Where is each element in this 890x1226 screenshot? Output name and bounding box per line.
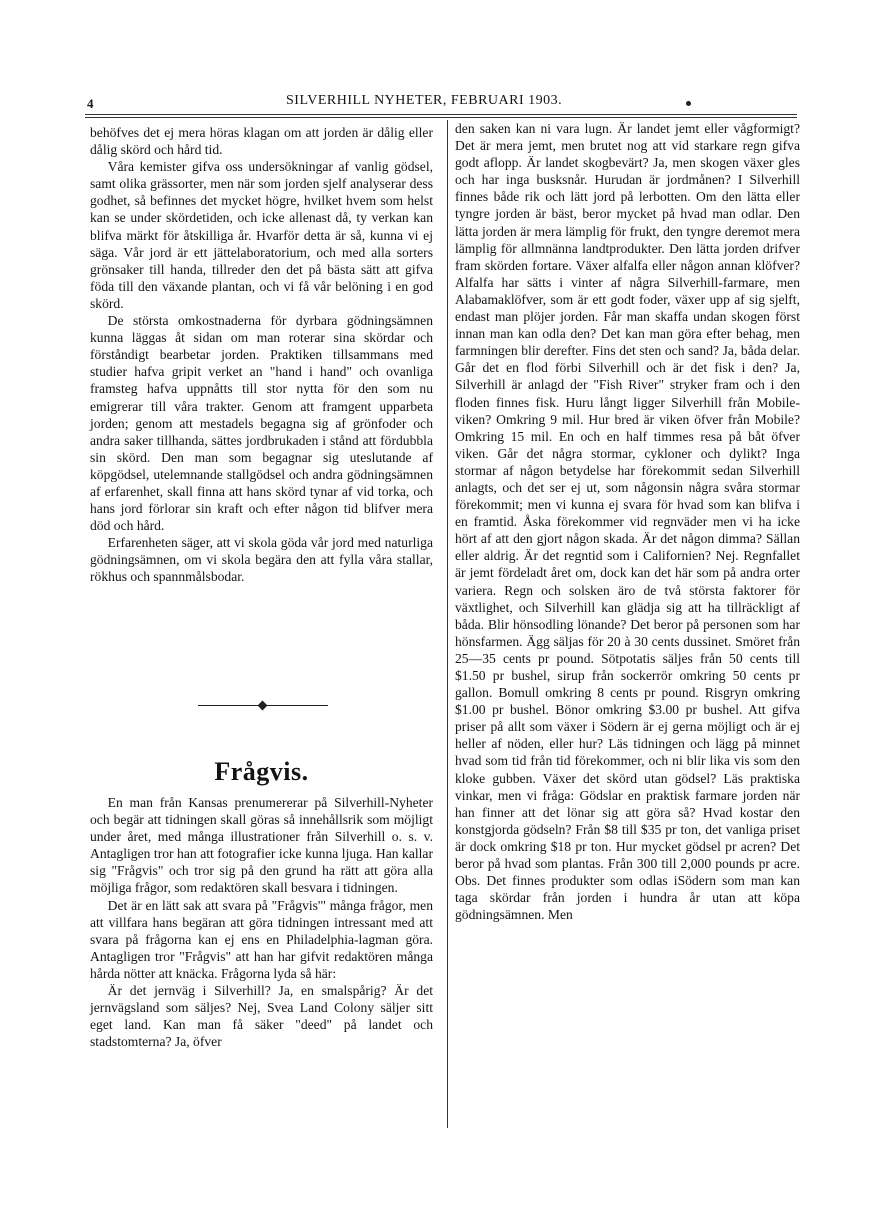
- paragraph: den saken kan ni vara lugn. Är landet jemt eller vågformigt? Det är mera jemt, men brutet nog att vid starkare regn gifva godt aflopp. Är landet skogbevärt? Ja, men skogen växer gles och har inga busksnår. Hurudan är jordmånen? I Silverhill finnes både rik och lätt jord på lerbotten. Om den lätta eller tyngre jorden är bäst, beror mycket på hvad man odlar. Den lätta jorden är mera lämplig för frukt, den tyngre deremot mera lämplig för allmnänna landtprodukter. Den lätta jorden drifver fram skörden fortare. Växer alfalfa eller någon annan klöfver? Alfalfa har sätts i vinter af några Silverhill-farmare, men Alabamaklöfver, som är ett godt foder, växer upp af sig sjelft, endast man plöjer jorden. Får man skaffa undan skogen först innan man kan odla den? Det kan man göra efter behag, men farmningen blir derefter. Fins det sten och sand? Ja, båda delar. Går det en flod förbi Silverhill och är det fisk i den? Ja, Silverhill är anlagd der "Fish River" stryker fram och i den floden finnes fisk. Huru långt ligger Silverhill från Mobile-viken? Omkring 9 mil. Hur bred är viken öfver från Mobile? Omkring 15 mil. En och en half timmes resa på båt öfver viken. Går det några stormar, cykloner och dylikt? Inga stormar af någon betydelse har förekommit sedan Silverhill anlagts, och det ser ej ut, som någonsin några svåra stormar förekommit; men vi kunna ej svara för hvad som kan blifva i en framtid. Åska förekommer vid regnväder men vi ha icke hört af att den gjort någon skada. Är det någon dimma? Sällan eller aldrig. Är det regntid som i Californien? Nej. Regnfallet är jemt fördeladt året om, dock kan det här som på andra orter variera. Regn och solsken äro de två största faktorer för växtlighet, och Silverhill kan glädja sig att ha tillräckligt af båda. Blir hönsodling lönande? Det beror på personen som har hönsfarmen. Ägg säljas för 20 à 30 cents dussinet. Smöret från 25—35 cents pr pound. Sötpotatis säljes från 50 cents till $1.50 pr bushel, sirup från sockerrör omkring 50 cents pr gallon. Bomull omkring 8 cents pr pound. Risgryn omkring $1.00 pr bushel. Bönor omkring $3.00 pr bushel. Att gifva priser på allt som växer i Södern är ej gerna möjligt och är ej heller af nöden, eller hur? Läs tidningen och lägg på minnet hvad som tid från tid förekommer, och ni blir lika vis som den kloke gubben. Växer det skörd utan gödsel? Läs praktiska vinkar, men vi fråga: Gödslar en praktisk farmare jorden när han finner att det lönar sig att göra så? Hvad kostar den konstgjorda gödseln? Från $8 till $35 pr ton, det vanliga priset är dock omkring $18 pr ton. Hur mycket gödsel pr acren? Det beror på hvad som plantas. Från 300 till 2,000 pounds pr acre. Obs. Det finnes produkter som odlas iSödern som man kan taga skördar från jorden i hundra år utan att köpa gödningsämnen. Men: [455, 121, 800, 923]
- header-rule-bottom: [85, 117, 797, 118]
- page-number: 4: [87, 96, 94, 111]
- paragraph: De största omkostnaderna för dyrbara gödningsämnen kunna läggas åt sidan om man roterar sina skördar och förståndigt bearbetar jorden. Praktiken tillsammans med studier hafva gripit verket an "hand i hand" och ovanliga framsteg hafva uppnåtts till stor nytta för den som nu emigrerar till våra trakter. Genom att framgent upparbeta jorden; genom att mestadels begagna sig af grönfoder och andra saker tillhanda, sättes jordbrukaden i stånd att fördubbla sin skörd. Den man som begagnar sig uteslutande af köpgödsel, utelemnande stallgödsel och andra gödningsämnen af erfarenhet, skall finna att hans skörd tynar af vid torka, och hans jord förlorar sin kraft och efter någon tid blifver mera död och hård.: [90, 313, 433, 534]
- paragraph: En man från Kansas prenumererar på Silverhill-Nyheter och begär att tidningen skall göras så innehållsrik som möjligt under året, med många illustrationer från Silverhill o. s. v. Antagligen tror han att fotografier icke kunna ljuga. Han kallar sig "Frågvis" och tror sig på den grund ha rätt att göra alla möjliga frågor, som redaktören skall besvara i tidningen.: [90, 795, 433, 896]
- article-text: [90, 794, 433, 1050]
- paragraph: Är det jernväg i Silverhill? Ja, en smalspårig? Är det jernvägsland som säljes? Nej, Svea Land Colony säljer sitt eget land. Kan man få säker "deed" på landet och stadstomterna? Ja, öfver: [90, 983, 433, 1050]
- right-column-text: [455, 120, 800, 923]
- paragraph: behöfves det ej mera höras klagan om att jorden är dålig eller dålig skörd och hård tid.: [90, 125, 433, 158]
- running-title: SILVERHILL NYHETER, FEBRUARI 1903.: [286, 93, 563, 108]
- header-rule-top: [85, 114, 797, 115]
- paragraph: Våra kemister gifva oss undersökningar af vanlig gödsel, samt olika grässorter, men när som jorden sjelf analyserar dess godhet, så befinnes det mycket högre, hvilket hvem som helst kan se under skördetiden, och icke allenast då, ty verkan kan blifva märkt för åtskilliga år. Hvarför detta är så, kunna vi ej säga. Vår jord är ett jättelaboratorium, och med alla sorters grönsaker till handa, tillreder den det på bästa sätt att gifva föda till den växande plantan, och vi få vår belöning i en god skörd.: [90, 159, 433, 311]
- header-dot-mark: [686, 101, 691, 106]
- article-heading: Frågvis.: [214, 757, 309, 786]
- column-divider: [447, 120, 448, 1128]
- section-divider-ornament: [258, 701, 268, 711]
- paragraph: Det är en lätt sak att svara på "Frågvis'" många frågor, men att villfara hans begäran att göra tidningen intressant med att svara på frågorna kan ej ens en Philadelphia-lagman göra. Antagligen tror "Frågvis" att han har gifvit redaktören många hårda nötter att knäcka. Frågorna lyda så här:: [90, 897, 433, 981]
- left-column-text: [90, 124, 433, 586]
- paragraph: Erfarenheten säger, att vi skola göda vår jord med naturliga gödningsämnen, om vi skola begära den att fylla våra stallar, rökhus och spannmålsbodar.: [90, 535, 433, 585]
